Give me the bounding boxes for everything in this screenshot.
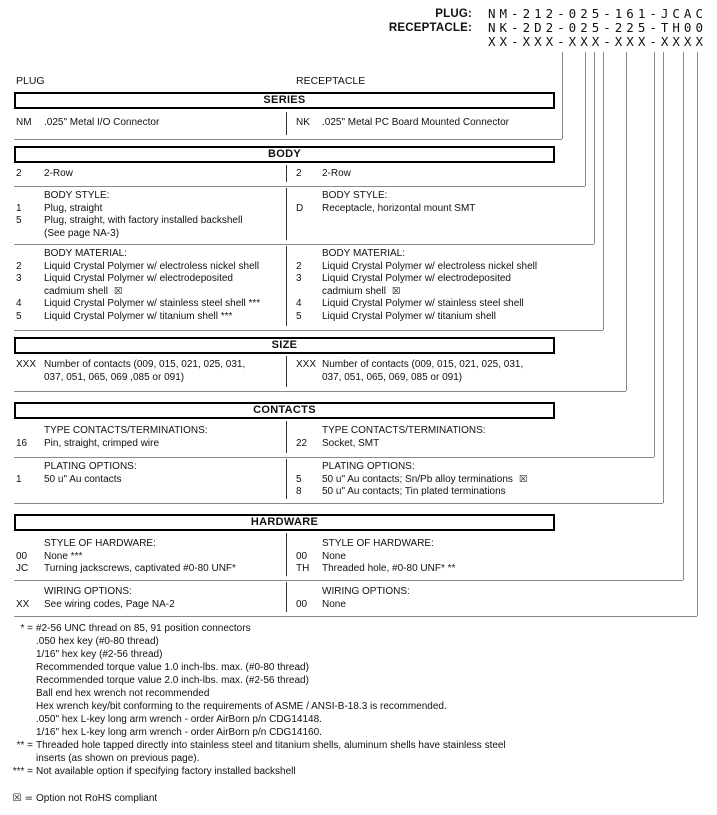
option-desc: (See page NA-3) xyxy=(44,227,120,239)
footnotes xyxy=(0,622,710,805)
option-row xyxy=(16,311,286,324)
receptacle-size-options xyxy=(296,359,555,391)
option-row xyxy=(296,551,555,564)
option-desc: 50 u" Au contacts; Sn/Pb alloy terminations xyxy=(322,473,513,485)
option-desc: Number of contacts (009, 015, 021, 025, 031, xyxy=(44,359,246,370)
body-row-group xyxy=(14,163,585,187)
not-rohs-icon: ☒ xyxy=(391,285,401,297)
option-code: XX xyxy=(16,598,30,610)
option-desc: Liquid Crystal Polymer w/ titanium shell xyxy=(322,310,496,322)
not-rohs-icon: ☒ xyxy=(518,473,528,485)
option-code: 00 xyxy=(16,550,28,562)
footnote-text: 1/16" hex key (#2-56 thread) xyxy=(36,649,163,660)
group-heading: TYPE CONTACTS/TERMINATIONS: xyxy=(44,425,208,436)
option-desc: Liquid Crystal Polymer w/ electrodeposited xyxy=(44,273,233,284)
group-heading: BODY MATERIAL: xyxy=(322,248,405,259)
option-row-continued xyxy=(16,286,286,299)
hardware-style-group xyxy=(14,531,683,581)
connector-line-body-row xyxy=(585,52,586,186)
footnote-text: Recommended torque value 1.0 inch-lbs. max. (#0-80 thread) xyxy=(36,662,309,673)
option-desc: cadmium shell xyxy=(44,285,108,297)
option-row xyxy=(16,359,286,372)
option-desc: Liquid Crystal Polymer w/ electrodeposited xyxy=(322,273,511,284)
body-material-group xyxy=(14,244,603,331)
plug-body-style-options xyxy=(14,190,286,244)
option-desc: .025" Metal I/O Connector xyxy=(44,117,160,128)
option-desc: 50 u" Au contacts; Tin plated terminations xyxy=(322,486,506,497)
receptacle-body-material-options xyxy=(296,248,555,330)
footnote-line xyxy=(0,739,710,752)
option-row xyxy=(296,359,555,372)
option-desc: Receptacle, horizontal mount SMT xyxy=(322,202,476,214)
option-desc: 2-Row xyxy=(322,168,351,179)
column-divider xyxy=(286,356,287,387)
option-desc: Liquid Crystal Polymer w/ electroless nickel shell xyxy=(322,260,538,272)
option-row xyxy=(296,474,555,487)
option-row xyxy=(16,438,286,451)
option-code: D xyxy=(296,202,304,214)
option-code: 3 xyxy=(296,273,302,284)
plug-part-number: NM-212-025-161-JCAC xyxy=(488,6,707,21)
column-divider xyxy=(286,459,287,499)
part-number-pattern-row xyxy=(340,35,707,49)
column-divider xyxy=(286,188,287,240)
plug-contact-type-options xyxy=(14,425,286,457)
option-desc: Number of contacts (009, 015, 021, 025, 031, xyxy=(322,359,524,370)
option-row xyxy=(16,563,286,576)
series-section-header: SERIES xyxy=(14,92,555,109)
plug-series-options xyxy=(14,117,286,139)
connector-line-series xyxy=(562,52,563,139)
part-number-pattern: XX-XXX-XXX-XXX-XXXX xyxy=(488,34,707,49)
option-code: 1 xyxy=(16,473,22,485)
option-desc: Pin, straight, crimped wire xyxy=(44,437,160,449)
option-code: 5 xyxy=(296,310,302,322)
connector-line-size xyxy=(626,52,627,391)
footnote-text: Not available option if specifying factory installed backshell xyxy=(36,766,296,777)
receptacle-hardware-style-options xyxy=(296,538,555,580)
connector-line-wiring xyxy=(697,52,698,616)
not-rohs-icon: ☒ xyxy=(113,285,123,297)
option-row xyxy=(16,551,286,564)
option-row-continued xyxy=(296,372,555,385)
option-desc: cadmium shell xyxy=(322,285,386,297)
group-heading: WIRING OPTIONS: xyxy=(44,586,132,597)
connector-line-body-material xyxy=(603,52,604,330)
option-row xyxy=(16,298,286,311)
group-heading: STYLE OF HARDWARE: xyxy=(322,538,434,549)
option-code: 5 xyxy=(296,473,302,485)
footnote-line xyxy=(0,622,710,635)
option-code: 3 xyxy=(16,273,22,284)
option-desc: 2-Row xyxy=(44,168,73,179)
option-desc: .025" Metal PC Board Mounted Connector xyxy=(322,117,509,128)
option-code: 1 xyxy=(16,202,22,214)
receptacle-part-number-row xyxy=(340,21,707,35)
option-code: 2 xyxy=(16,260,22,272)
option-row xyxy=(296,273,555,286)
option-desc: None xyxy=(322,550,346,562)
option-code: 5 xyxy=(16,310,22,322)
plug-part-number-row xyxy=(340,7,707,21)
hardware-section-header: HARDWARE xyxy=(14,514,555,531)
option-row-continued xyxy=(296,286,555,299)
option-row xyxy=(296,203,555,216)
receptacle-column-label: RECEPTACLE xyxy=(296,75,366,87)
footnote-marker: *** = xyxy=(12,766,33,777)
body-section-header: BODY xyxy=(14,146,555,163)
size-section-header: SIZE xyxy=(14,337,555,354)
option-row xyxy=(16,168,286,181)
footnote-text: Hex wrench key/bit conforming to the requirements of ASME / ANSI-B-18.3 is recommended. xyxy=(36,701,447,712)
receptacle-part-number: NK-2D2-025-225-TH00 xyxy=(488,20,707,35)
hardware-wiring-group xyxy=(14,580,697,617)
footnote-line xyxy=(0,752,710,765)
option-code: XXX xyxy=(296,359,317,370)
option-code: 8 xyxy=(296,486,302,497)
option-desc: Liquid Crystal Polymer w/ electroless nickel shell xyxy=(44,260,260,272)
group-heading: TYPE CONTACTS/TERMINATIONS: xyxy=(322,425,486,436)
option-desc: Liquid Crystal Polymer w/ stainless steel shell xyxy=(322,298,524,309)
group-heading: BODY MATERIAL: xyxy=(44,248,127,259)
option-row xyxy=(296,486,555,499)
option-desc: None xyxy=(322,598,346,610)
column-divider xyxy=(286,165,287,182)
option-code: TH xyxy=(296,563,310,574)
option-desc: Threaded hole, #0-80 UNF* ** xyxy=(322,563,456,574)
receptacle-body-style-options xyxy=(296,190,555,244)
option-desc: Plug, straight xyxy=(44,202,103,214)
column-divider xyxy=(286,582,287,612)
option-row xyxy=(16,273,286,286)
footnote-line xyxy=(0,661,710,674)
footnote-line xyxy=(0,700,710,713)
group-heading: BODY STYLE: xyxy=(44,190,110,201)
footnote-line xyxy=(0,648,710,661)
option-row xyxy=(296,117,555,130)
option-code: 2 xyxy=(296,260,302,272)
option-desc: 037, 051, 065, 069, 085 or 091) xyxy=(322,371,463,383)
option-desc: 50 u" Au contacts xyxy=(44,473,122,485)
plug-plating-options xyxy=(14,461,286,503)
option-row-continued xyxy=(16,228,286,241)
rohs-legend-text: Option not RoHS compliant xyxy=(36,793,158,804)
group-heading: STYLE OF HARDWARE: xyxy=(44,538,156,549)
footnote-line xyxy=(0,726,710,739)
size-options-group xyxy=(14,354,626,392)
option-row xyxy=(16,203,286,216)
contacts-plating-group xyxy=(14,457,663,504)
option-row xyxy=(16,117,286,130)
option-code: 5 xyxy=(16,215,22,226)
option-code: 4 xyxy=(16,298,22,309)
series-options-group xyxy=(14,110,562,140)
option-row xyxy=(16,599,286,612)
option-code: NM xyxy=(16,117,32,128)
rohs-legend-line xyxy=(0,792,710,805)
group-heading: BODY STYLE: xyxy=(322,190,388,201)
footnote-line xyxy=(0,687,710,700)
option-row xyxy=(296,311,555,324)
footnote-text: .050" hex L-key long arm wrench - order AirBorn p/n CDG14148. xyxy=(36,714,322,725)
receptacle-wiring-options xyxy=(296,586,555,616)
connector-line-contacts-plating xyxy=(663,52,664,503)
receptacle-label: RECEPTACLE: xyxy=(388,22,472,34)
option-row xyxy=(296,261,555,274)
plug-wiring-options xyxy=(14,586,286,616)
option-code: 22 xyxy=(296,437,308,449)
footnote-line xyxy=(0,765,710,778)
option-code: 2 xyxy=(296,168,302,179)
contacts-type-group xyxy=(14,419,654,458)
plug-body-row-options xyxy=(14,168,286,186)
option-desc: Liquid Crystal Polymer w/ stainless steel shell *** xyxy=(44,298,261,309)
connector-line-hardware-style xyxy=(683,52,684,580)
receptacle-series-options xyxy=(296,117,555,139)
option-code: 00 xyxy=(296,598,308,610)
option-row-continued xyxy=(16,372,286,385)
option-row xyxy=(296,298,555,311)
footnote-marker: ** = xyxy=(16,740,33,751)
option-desc: Plug, straight, with factory installed backshell xyxy=(44,215,243,226)
footnote-text: Recommended torque value 2.0 inch-lbs. max. (#2-56 thread) xyxy=(36,675,309,686)
option-row xyxy=(296,599,555,612)
option-desc: 037, 051, 065, 069 ,085 or 091) xyxy=(44,371,185,383)
group-heading: PLATING OPTIONS: xyxy=(322,461,415,472)
plug-size-options xyxy=(14,359,286,391)
column-divider xyxy=(286,246,287,326)
option-row xyxy=(296,168,555,181)
option-row xyxy=(296,438,555,451)
option-code: 2 xyxy=(16,168,22,179)
footnote-text: Threaded hole tapped directly into stainless steel and titanium shells, aluminum shells have stainless steel xyxy=(36,740,506,751)
plug-column-label: PLUG xyxy=(16,75,45,87)
option-code: XXX xyxy=(16,359,37,370)
column-divider xyxy=(286,421,287,453)
footnote-line xyxy=(0,713,710,726)
option-code: 00 xyxy=(296,550,308,562)
option-desc: Turning jackscrews, captivated #0-80 UNF* xyxy=(44,563,236,574)
connector-line-body-style xyxy=(594,52,595,244)
footnote-line xyxy=(0,674,710,687)
contacts-section-header: CONTACTS xyxy=(14,402,555,419)
footnote-text: inserts (as shown on previous page). xyxy=(36,753,200,764)
column-divider xyxy=(286,112,287,135)
plug-body-material-options xyxy=(14,248,286,330)
option-row xyxy=(16,215,286,228)
receptacle-body-row-options xyxy=(296,168,555,186)
receptacle-plating-options xyxy=(296,461,555,503)
connector-line-contacts-type xyxy=(654,52,655,457)
footnote-text: 1/16" hex L-key long arm wrench - order AirBorn p/n CDG14160. xyxy=(36,727,322,738)
group-heading: WIRING OPTIONS: xyxy=(322,586,410,597)
footnote-text: .050 hex key (#0-80 thread) xyxy=(36,636,159,647)
footnote-line xyxy=(0,635,710,648)
option-desc: See wiring codes, Page NA-2 xyxy=(44,598,175,610)
option-row xyxy=(296,563,555,576)
part-number-block xyxy=(340,7,707,49)
plug-hardware-style-options xyxy=(14,538,286,580)
option-desc: None *** xyxy=(44,550,83,562)
plug-label: PLUG: xyxy=(435,8,472,20)
option-row xyxy=(16,474,286,487)
option-code: 16 xyxy=(16,437,28,449)
footnote-text: Ball end hex wrench not recommended xyxy=(36,688,210,699)
option-desc: Liquid Crystal Polymer w/ titanium shell *** xyxy=(44,310,233,322)
footnote-text: #2-56 UNC thread on 85, 91 position connectors xyxy=(36,623,251,634)
body-style-group xyxy=(14,186,594,245)
option-code: JC xyxy=(16,563,29,574)
group-heading: PLATING OPTIONS: xyxy=(44,461,137,472)
receptacle-contact-type-options xyxy=(296,425,555,457)
footnote-marker: * = xyxy=(20,623,33,634)
option-row xyxy=(16,261,286,274)
option-code: NK xyxy=(296,117,310,128)
option-desc: Socket, SMT xyxy=(322,437,380,449)
not-rohs-icon: ☒ = xyxy=(12,793,33,804)
column-divider xyxy=(286,533,287,576)
option-code: 4 xyxy=(296,298,302,309)
